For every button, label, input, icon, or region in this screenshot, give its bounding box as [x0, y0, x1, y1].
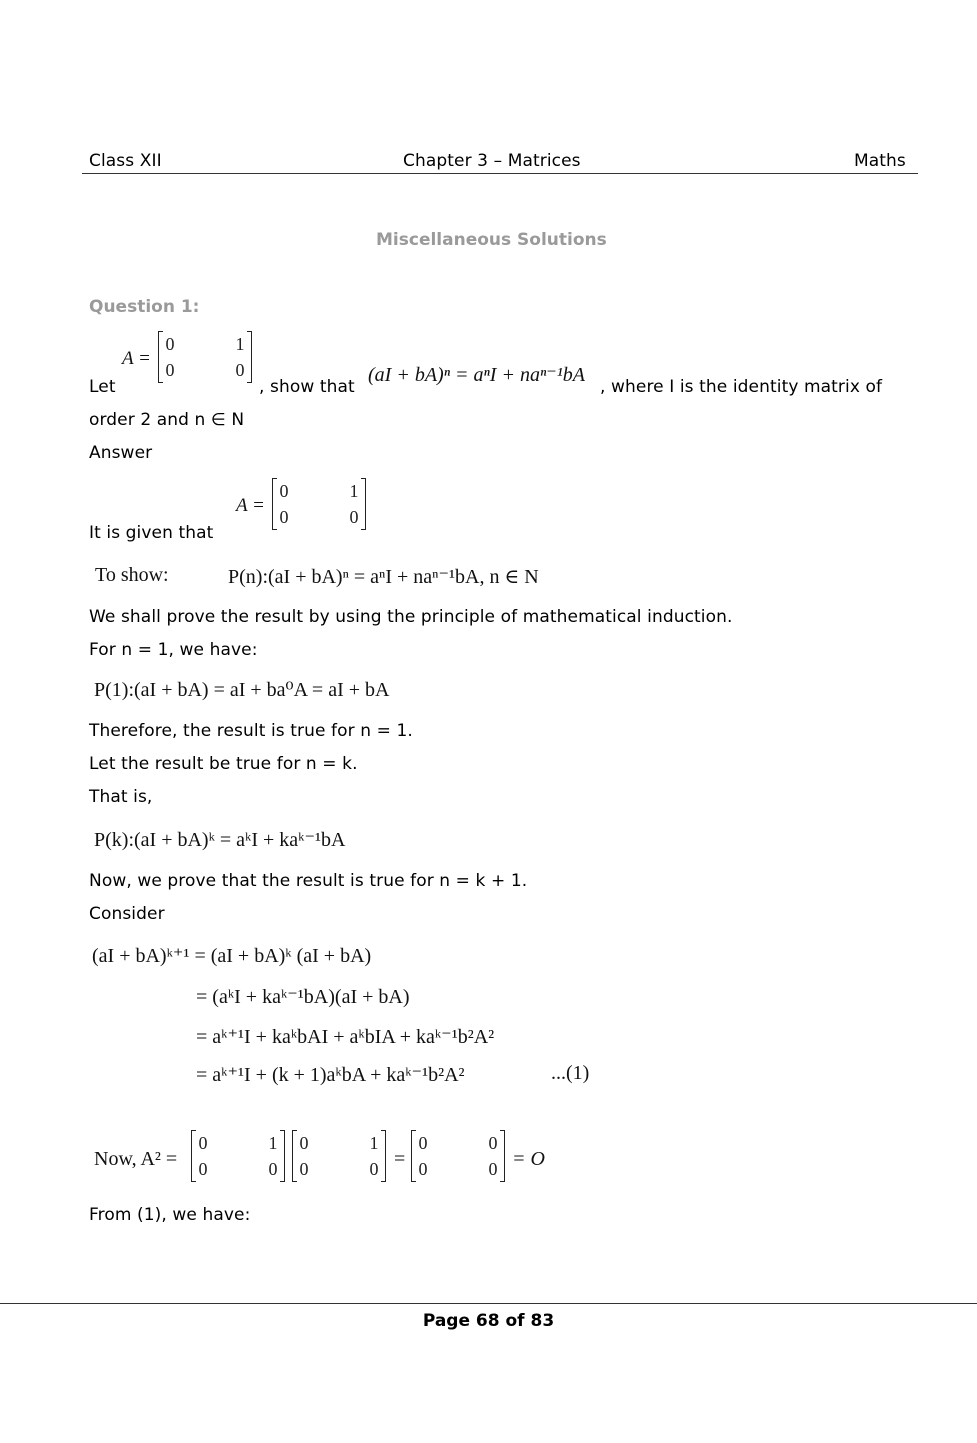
- paragraph-that-is: That is,: [89, 787, 153, 807]
- question-order: order 2 and n ∈ N: [89, 410, 245, 430]
- A2-matrix-2: [292, 1130, 386, 1182]
- derivation-line-3: = aᵏ⁺¹I + kaᵏbAI + aᵏbIA + kaᵏ⁻¹b²A²: [196, 1026, 495, 1048]
- derivation-line-4: = aᵏ⁺¹I + (k + 1)aᵏbA + kaᵏ⁻¹b²A²: [196, 1064, 465, 1086]
- paragraph-induction: We shall prove the result by using the principle of mathematical induction.: [89, 607, 733, 627]
- question-A-eq: A =: [122, 348, 151, 369]
- matrix-cell: 1: [268, 1133, 278, 1153]
- page-number: Page 68 of 83: [422, 1311, 555, 1331]
- given-matrix-A: [272, 478, 366, 530]
- derivation-line-1: (aI + bA)ᵏ⁺¹ = (aI + bA)ᵏ (aI + bA): [92, 945, 372, 967]
- matrix-cell: 0: [299, 1133, 309, 1153]
- A2-matrix-result: [411, 1130, 505, 1182]
- equation-p1: P(1):(aI + bA) = aI + ba⁰A = aI + bA: [94, 679, 390, 701]
- matrix-cell: 0: [488, 1133, 498, 1153]
- A2-matrix-1: [191, 1130, 285, 1182]
- matrix-cell: 1: [369, 1133, 379, 1153]
- matrix-cell: 0: [165, 334, 175, 354]
- matrix-cell: 0: [488, 1159, 498, 1179]
- derivation-line-2: = (aᵏI + kaᵏ⁻¹bA)(aI + bA): [196, 986, 410, 1008]
- A2-equals: =: [394, 1148, 406, 1170]
- matrix-cell: 0: [418, 1159, 428, 1179]
- question-matrix-A: [158, 331, 252, 383]
- matrix-cell: 0: [299, 1159, 309, 1179]
- header-class: Class XII: [89, 151, 162, 171]
- matrix-cell: 0: [279, 507, 289, 527]
- paragraph-true-n1: Therefore, the result is true for n = 1.: [89, 721, 413, 741]
- A2-zero-result: = O: [512, 1148, 545, 1170]
- paragraph-consider: Consider: [89, 904, 165, 924]
- equation-pk: P(k):(aI + bA)ᵏ = aᵏI + kaᵏ⁻¹bA: [94, 829, 346, 851]
- footer-divider: [0, 1303, 977, 1304]
- to-show-formula: P(n):(aI + bA)ⁿ = aⁿI + naⁿ⁻¹bA, n ∈ N: [228, 566, 539, 588]
- matrix-cell: 0: [349, 507, 359, 527]
- header-divider: [82, 173, 918, 174]
- matrix-cell: 0: [418, 1133, 428, 1153]
- paragraph-n1: For n = 1, we have:: [89, 640, 258, 660]
- matrix-cell: 0: [369, 1159, 379, 1179]
- matrix-cell: 0: [268, 1159, 278, 1179]
- section-title: Miscellaneous Solutions: [376, 230, 607, 250]
- question-formula: (aI + bA)ⁿ = aⁿI + naⁿ⁻¹bA: [368, 364, 586, 386]
- to-show-label: To show:: [95, 564, 169, 586]
- matrix-cell: 1: [235, 334, 245, 354]
- matrix-cell: 0: [279, 481, 289, 501]
- header-subject: Maths: [854, 151, 906, 171]
- question-where: , where I is the identity matrix of: [600, 377, 883, 397]
- question-label: Question 1:: [89, 297, 200, 317]
- now-A2-label: Now, A² =: [94, 1148, 178, 1170]
- matrix-cell: 0: [235, 360, 245, 380]
- matrix-cell: 0: [165, 360, 175, 380]
- given-text: It is given that: [89, 523, 214, 543]
- equation-tag-1: ...(1): [551, 1062, 590, 1084]
- matrix-cell: 0: [198, 1159, 208, 1179]
- question-show-that: , show that: [259, 377, 355, 397]
- paragraph-assume-k: Let the result be true for n = k.: [89, 754, 358, 774]
- paragraph-prove-k1: Now, we prove that the result is true for n = k + 1.: [89, 871, 528, 891]
- question-let: Let: [89, 377, 116, 397]
- header-chapter: Chapter 3 – Matrices: [403, 151, 581, 171]
- paragraph-from-1: From (1), we have:: [89, 1205, 251, 1225]
- matrix-cell: 0: [198, 1133, 208, 1153]
- answer-label: Answer: [89, 443, 153, 463]
- given-A-eq: A =: [236, 495, 265, 516]
- matrix-cell: 1: [349, 481, 359, 501]
